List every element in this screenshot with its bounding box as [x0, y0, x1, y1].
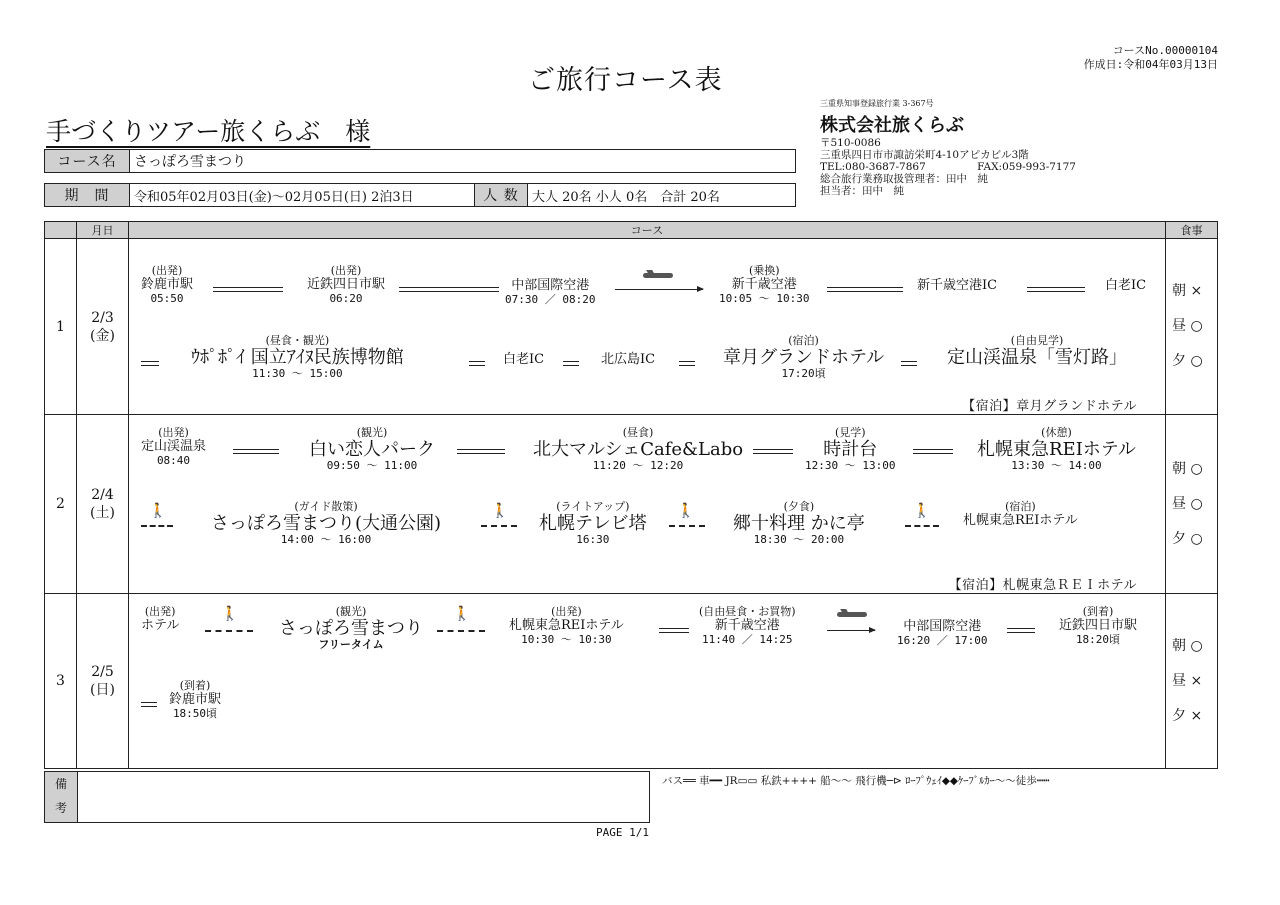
day-course: [129, 415, 1166, 594]
day-row: [45, 594, 1218, 769]
company-tel: TEL:080-3687-7867: [820, 161, 926, 173]
meal-dinner: 夕 ○: [1172, 353, 1203, 369]
page-number: PAGE 1/1: [596, 826, 649, 839]
airplane-icon: [643, 273, 673, 278]
period-label: 期 間: [45, 184, 130, 207]
stop: (見学) 時計台 12:30 ～ 13:00: [805, 426, 896, 473]
stop: (ライトアップ) 札幌テレビ塔 16:30: [539, 500, 647, 547]
bus-line: [233, 449, 279, 454]
created-date: 作成日:令和04年03月13日: [1083, 58, 1218, 71]
bus-line: [563, 361, 579, 366]
stop: (休憩) 札幌東急REIホテル 13:30 ～ 14:00: [977, 426, 1136, 473]
company-registration: 三重県知事登録旅行業 3-367号: [820, 99, 934, 108]
stop: (夕食) 郷十料理 かに亭 18:30 ～ 20:00: [733, 500, 865, 547]
stop: (自由見学) 定山渓温泉「雪灯路」: [947, 334, 1127, 368]
bus-line: [901, 361, 917, 366]
course-name-table: [44, 149, 796, 173]
flight-line: [827, 630, 875, 631]
stop: (観光) さっぽろ雪まつり フリータイム: [279, 605, 423, 652]
stop: (ガイド散策) さっぽろ雪まつり(大通公園) 14:00 ～ 16:00: [211, 500, 442, 547]
bus-line: [457, 449, 505, 454]
walking-icon: 🚶: [453, 606, 471, 622]
stop: 白老IC: [1105, 278, 1147, 293]
header-day: [45, 222, 77, 239]
stop: (出発) 鈴鹿市駅 05:50: [141, 264, 194, 305]
company-postal: 〒510-0086: [820, 137, 881, 149]
date-value: 2/5: [91, 664, 114, 680]
stop: 北広島IC: [601, 352, 656, 367]
day-date: [77, 594, 129, 769]
meal-breakfast: 朝 ○: [1172, 460, 1203, 477]
bus-line: [1007, 628, 1035, 633]
transport-legend: バス══ 車━━ JR▭▭ 私鉄++++ 船～～ 飛行機─⊳ ﾛｰﾌﾟｳｪｲ◆◆ｹｰﾌﾞﾙｶｰ～～徒歩┅┅: [662, 775, 1050, 787]
weekday-value: (土): [90, 505, 115, 521]
people-value: 大人 20名 小人 0名 合計 20名: [528, 184, 796, 207]
stop: 中部国際空港 07:30 ／ 08:20: [505, 278, 596, 306]
company-phone-line: [820, 161, 1076, 173]
header-course: コース: [129, 222, 1166, 239]
day-row: [45, 415, 1218, 594]
bus-line: [913, 449, 953, 454]
stay-note: 【宿泊】章月グランドホテル: [962, 399, 1137, 414]
stop: (出発) 定山渓温泉 08:40: [141, 426, 207, 467]
walking-icon: 🚶: [149, 503, 167, 519]
weekday-value: (金): [90, 327, 115, 344]
walking-icon: 🚶: [677, 503, 695, 519]
stop: (昼食・観光) ｳﾎﾟﾎﾟｲ 国立ｱｲﾇ民族博物館 11:30 ～ 15:00: [191, 334, 404, 381]
walk-line: [437, 630, 485, 632]
company-address: 三重県四日市市諏訪栄町4-10アピカビル3階: [820, 149, 1029, 161]
day-number: 2: [45, 415, 77, 594]
meal-dinner: 夕 ○: [1172, 530, 1203, 547]
remarks-label: 備 考: [45, 772, 78, 822]
meal-lunch: 昼 ×: [1172, 672, 1203, 689]
day-course: [129, 594, 1166, 769]
day-course: [129, 239, 1166, 415]
stop: (出発) ホテル: [141, 605, 180, 633]
stop: 新千歳空港IC: [917, 278, 998, 293]
day-number: 3: [45, 594, 77, 769]
remarks-box: [44, 771, 650, 823]
meal-cell: [1166, 415, 1218, 594]
stop: (昼食) 北大マルシェCafe&Labo 11:20 ～ 12:20: [533, 426, 744, 473]
period-table: [44, 183, 796, 207]
company-info: [820, 98, 1076, 197]
stop: 中部国際空港 16:20 ／ 17:00: [897, 619, 988, 647]
stop: (到着) 鈴鹿市駅 18:50頃: [169, 679, 222, 720]
walking-icon: 🚶: [221, 606, 239, 622]
course-name-value: さっぽろ雪まつり: [130, 150, 796, 173]
meal-breakfast: 朝 ×: [1172, 283, 1203, 299]
stop: (自由昼食・お買物) 新千歳空港 11:40 ／ 14:25: [699, 605, 796, 646]
meal-dinner: 夕 ×: [1172, 707, 1203, 724]
bus-line: [399, 287, 499, 292]
walking-icon: 🚶: [491, 503, 509, 519]
company-name: 株式会社旅くらぶ: [820, 115, 964, 136]
day-date: [77, 239, 129, 415]
walking-icon: 🚶: [913, 503, 931, 519]
bus-line: [753, 449, 793, 454]
meal-cell: [1166, 239, 1218, 415]
people-label: 人 数: [475, 184, 528, 207]
date-value: 2/4: [91, 487, 114, 503]
stop: (乗換) 新千歳空港 10:05 ～ 10:30: [719, 264, 810, 305]
course-name-label: コース名: [45, 150, 130, 173]
date-value: 2/3: [91, 309, 114, 326]
meal-lunch: 昼 ○: [1172, 495, 1203, 512]
stop: (宿泊) 札幌東急REIホテル: [963, 500, 1078, 528]
stop: (宿泊) 章月グランドホテル 17:20頃: [723, 334, 885, 381]
header-meal: 食事: [1166, 222, 1218, 239]
stop: (出発) 近鉄四日市駅 06:20: [307, 264, 386, 305]
flight-line: [615, 289, 703, 290]
day-row: [45, 239, 1218, 415]
stop: (到着) 近鉄四日市駅 18:20頃: [1059, 605, 1138, 646]
period-value: 令和05年02月03日(金)～02月05日(日) 2泊3日: [130, 184, 475, 207]
meal-cell: [1166, 594, 1218, 769]
stop: (観光) 白い恋人パーク 09:50 ～ 11:00: [309, 426, 435, 473]
meal-breakfast: 朝 ○: [1172, 637, 1203, 654]
bus-line: [679, 361, 695, 366]
stop: 白老IC: [503, 352, 545, 367]
bus-line: [141, 361, 159, 366]
bus-line: [469, 361, 485, 366]
company-fax: FAX:059-993-7177: [977, 161, 1076, 173]
document-title: ご旅行コース表: [528, 65, 723, 96]
weekday-value: (日): [90, 682, 115, 698]
stay-note: 【宿泊】札幌東急ＲＥＩホテル: [948, 578, 1137, 593]
walk-line: [669, 525, 705, 527]
stop: (出発) 札幌東急REIホテル 10:30 ～ 10:30: [509, 605, 624, 646]
day-date: [77, 415, 129, 594]
bus-line: [141, 702, 157, 707]
company-staff: 担当者：田中 純: [820, 185, 904, 197]
itinerary-table: [44, 221, 1218, 769]
header-date: 月日: [77, 222, 129, 239]
walk-line: [141, 525, 173, 527]
walk-line: [905, 525, 939, 527]
walk-line: [481, 525, 517, 527]
client-name: 手づくりツアー旅くらぶ 様: [46, 117, 371, 146]
day-number: 1: [45, 239, 77, 415]
airplane-icon: [837, 612, 867, 617]
walk-line: [205, 630, 253, 632]
bus-line: [659, 628, 689, 633]
company-manager: 総合旅行業務取扱管理者：田中 純: [820, 173, 988, 185]
course-number-block: [1084, 44, 1218, 72]
meal-lunch: 昼 ○: [1172, 318, 1203, 334]
course-number: コースNo.00000104: [1112, 44, 1218, 57]
bus-line: [827, 287, 903, 292]
bus-line: [1027, 287, 1085, 292]
bus-line: [213, 287, 283, 292]
